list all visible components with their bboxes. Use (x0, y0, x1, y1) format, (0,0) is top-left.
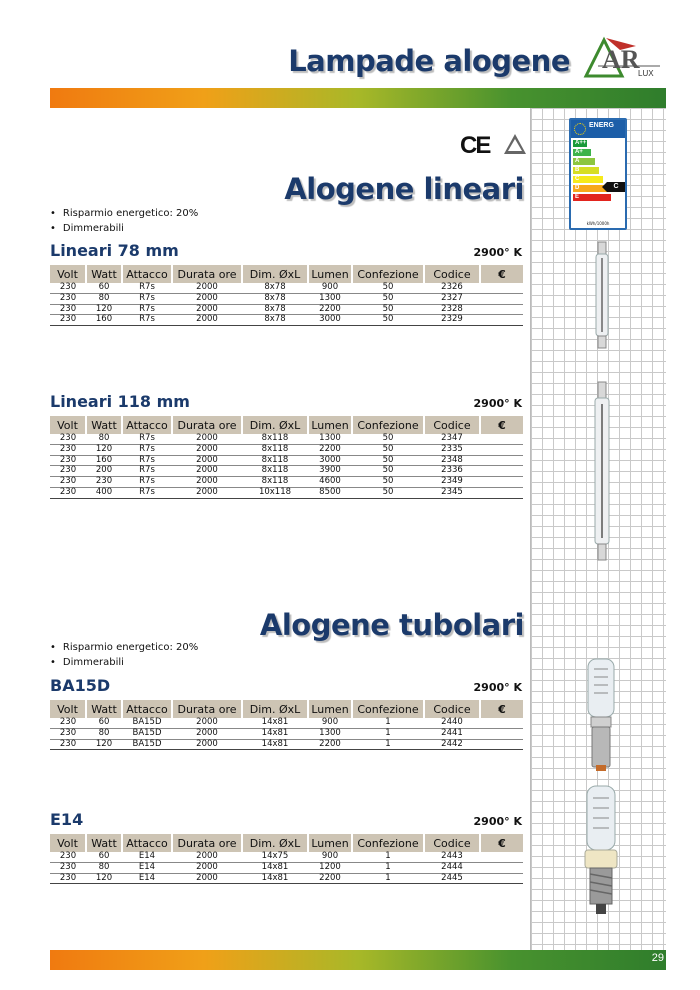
table-cell: 50 (352, 304, 424, 315)
table-cell: 2000 (172, 718, 242, 728)
table-cell: 50 (352, 487, 424, 498)
color-temperature: 2900° K (473, 397, 522, 410)
table-cell: 230 (50, 477, 86, 488)
table-cell: 120 (86, 739, 122, 750)
column-header: Dim. ØxL (242, 416, 308, 434)
table-header-row (50, 265, 523, 283)
table-cell: 230 (50, 293, 86, 304)
column-header: Codice (424, 265, 480, 283)
bullet-item: • Risparmio energetico: 20% (50, 640, 198, 655)
column-header: Volt (50, 416, 86, 434)
column-header: Watt (86, 265, 122, 283)
table-cell: 230 (86, 477, 122, 488)
table-cell: 50 (352, 315, 424, 326)
table-cell: 14x81 (242, 718, 308, 728)
table-row (50, 862, 523, 873)
column-header: € (480, 265, 523, 283)
column-header: Attacco (122, 416, 172, 434)
table-cell (480, 455, 523, 466)
section-title-lineari: Alogene lineari (284, 172, 524, 206)
table-cell: 2200 (308, 444, 352, 455)
energy-label-head (571, 120, 625, 138)
table-row (50, 718, 523, 728)
table-cell: 160 (86, 455, 122, 466)
table-cell (480, 862, 523, 873)
table-cell: 2349 (424, 477, 480, 488)
top-color-bar (50, 88, 666, 108)
table-cell: 200 (86, 466, 122, 477)
table-cell: 230 (50, 487, 86, 498)
table-cell: 8x78 (242, 283, 308, 293)
table-cell: 2443 (424, 852, 480, 862)
table-row (50, 466, 523, 477)
table-cell: 1 (352, 739, 424, 750)
table-cell (480, 315, 523, 326)
table-cell: 2000 (172, 283, 242, 293)
table-cell: 14x75 (242, 852, 308, 862)
table-cell: 3000 (308, 455, 352, 466)
table-cell: 230 (50, 739, 86, 750)
table-cell: 1300 (308, 434, 352, 444)
table-cell: 1300 (308, 293, 352, 304)
table-cell (480, 283, 523, 293)
table-cell: R7s (122, 455, 172, 466)
table-cell (480, 852, 523, 862)
column-header: Volt (50, 834, 86, 852)
table-row (50, 304, 523, 315)
table-cell: 2000 (172, 862, 242, 873)
table-row (50, 293, 523, 304)
bullet-item: • Risparmio energetico: 20% (50, 206, 198, 221)
energy-class-bar: C (573, 176, 603, 183)
table-cell: 2000 (172, 304, 242, 315)
table-cell: BA15D (122, 728, 172, 739)
table-cell: 8x118 (242, 455, 308, 466)
table-cell: 50 (352, 477, 424, 488)
column-header: Lumen (308, 416, 352, 434)
table-cell: R7s (122, 315, 172, 326)
table-row (50, 487, 523, 498)
table-cell (480, 477, 523, 488)
column-header: Attacco (122, 700, 172, 718)
table-cell: 80 (86, 434, 122, 444)
energy-class-bar: A++ (575, 140, 587, 146)
bullet-item: • Dimmerabili (50, 655, 198, 670)
table-header-row (50, 700, 523, 718)
column-header: Codice (424, 834, 480, 852)
table-cell: 10x118 (242, 487, 308, 498)
table-cell: 2440 (424, 718, 480, 728)
eu-flag-icon (574, 123, 586, 135)
table-cell: 230 (50, 283, 86, 293)
table-cell: 900 (308, 852, 352, 862)
table-cell (480, 873, 523, 884)
table-cell: 8x118 (242, 466, 308, 477)
group-title-lineari-118: Lineari 118 mm (50, 392, 190, 411)
table-row (50, 728, 523, 739)
table-cell: 2347 (424, 434, 480, 444)
table-cell: 1200 (308, 862, 352, 873)
column-header: Volt (50, 265, 86, 283)
table-cell: R7s (122, 444, 172, 455)
bottom-color-bar (50, 950, 666, 970)
table-cell (480, 304, 523, 315)
table-cell: 2000 (172, 444, 242, 455)
table-cell: 230 (50, 873, 86, 884)
column-header: Lumen (308, 265, 352, 283)
table-cell: 230 (50, 728, 86, 739)
column-header: Confezione (352, 265, 424, 283)
column-header: Dim. ØxL (242, 834, 308, 852)
table-cell: 1 (352, 852, 424, 862)
table-cell: 8500 (308, 487, 352, 498)
bullet-list-lineari (50, 206, 198, 236)
bullet-item: • Dimmerabili (50, 221, 198, 236)
table-row (50, 852, 523, 862)
table-cell: 2345 (424, 487, 480, 498)
table-cell: 2200 (308, 304, 352, 315)
energy-class-pointer: C (607, 182, 625, 192)
table-cell: 14x81 (242, 728, 308, 739)
table-cell: E14 (122, 852, 172, 862)
section-title-tubolari: Alogene tubolari (259, 608, 524, 642)
table-cell: E14 (122, 873, 172, 884)
table-cell (480, 293, 523, 304)
table-cell: 2200 (308, 739, 352, 750)
energy-class-bar: E (573, 194, 611, 201)
column-header: Attacco (122, 834, 172, 852)
table-cell: 8x118 (242, 477, 308, 488)
table-cell: R7s (122, 293, 172, 304)
table-cell: 2445 (424, 873, 480, 884)
logo-letters: AR (602, 45, 640, 74)
table-cell: 1 (352, 873, 424, 884)
table-cell: 50 (352, 283, 424, 293)
table-cell: 2329 (424, 315, 480, 326)
table-cell: 230 (50, 718, 86, 728)
table-cell: 230 (50, 444, 86, 455)
energy-class-bar: D (573, 185, 607, 192)
page-number: 29 (651, 952, 664, 964)
table-cell (480, 718, 523, 728)
table-row (50, 434, 523, 444)
e14-lamp-image (578, 782, 624, 918)
table-cell: R7s (122, 434, 172, 444)
table-cell (480, 728, 523, 739)
column-header: Confezione (352, 416, 424, 434)
table-cell: 1 (352, 718, 424, 728)
table-cell: 230 (50, 434, 86, 444)
table-row (50, 455, 523, 466)
table-cell: 900 (308, 718, 352, 728)
table-cell: 50 (352, 466, 424, 477)
table-cell (480, 487, 523, 498)
table-cell (480, 739, 523, 750)
table-cell: 4600 (308, 477, 352, 488)
table-cell (480, 466, 523, 477)
table-cell: 80 (86, 862, 122, 873)
table-cell: BA15D (122, 718, 172, 728)
column-header: Volt (50, 700, 86, 718)
table-cell: 2000 (172, 487, 242, 498)
column-header: € (480, 416, 523, 434)
table-cell: 8x78 (242, 304, 308, 315)
bullet-list-tubolari (50, 640, 198, 670)
energy-class-bar: A+ (573, 149, 591, 156)
table-cell: 2444 (424, 862, 480, 873)
table-cell: 2000 (172, 477, 242, 488)
table-cell: 50 (352, 455, 424, 466)
color-temperature: 2900° K (473, 815, 522, 828)
group-title-ba15d: BA15D (50, 676, 111, 695)
table-cell: 50 (352, 293, 424, 304)
column-header: Watt (86, 416, 122, 434)
energy-class-bar: A (573, 158, 595, 165)
table-row (50, 873, 523, 884)
arlux-logo (576, 36, 670, 80)
table-cell (480, 434, 523, 444)
table-header-row (50, 416, 523, 434)
table-cell: 14x81 (242, 873, 308, 884)
warning-triangle-icon (504, 134, 526, 154)
column-header: Lumen (308, 834, 352, 852)
table-cell: 230 (50, 466, 86, 477)
table-cell: 1 (352, 862, 424, 873)
energy-label (569, 118, 627, 230)
table-cell: 160 (86, 315, 122, 326)
table-cell: 80 (86, 293, 122, 304)
table-cell: 80 (86, 728, 122, 739)
table-header-row (50, 834, 523, 852)
table-cell: 14x81 (242, 862, 308, 873)
table-row (50, 444, 523, 455)
column-header: Durata ore (172, 265, 242, 283)
column-header: Durata ore (172, 834, 242, 852)
table-cell: 3000 (308, 315, 352, 326)
group-title-lineari-78: Lineari 78 mm (50, 241, 179, 260)
table-cell: 120 (86, 304, 122, 315)
table-cell: 14x81 (242, 739, 308, 750)
certification-marks (460, 132, 526, 162)
color-temperature: 2900° K (473, 681, 522, 694)
table-cell: 2000 (172, 852, 242, 862)
table-row (50, 283, 523, 293)
table-cell: 900 (308, 283, 352, 293)
table-cell: 2442 (424, 739, 480, 750)
table-cell: 2328 (424, 304, 480, 315)
logo-sub: LUX (638, 69, 654, 78)
column-header: Codice (424, 416, 480, 434)
table-cell: 8x118 (242, 434, 308, 444)
spec-table-ba15d (50, 700, 523, 750)
table-cell: 2000 (172, 728, 242, 739)
page-title: Lampade alogene (288, 44, 570, 78)
table-cell: 2336 (424, 466, 480, 477)
table-cell: 2000 (172, 293, 242, 304)
table-cell: 3900 (308, 466, 352, 477)
column-header: Codice (424, 700, 480, 718)
column-header: Watt (86, 834, 122, 852)
table-cell: 230 (50, 455, 86, 466)
table-cell: 2000 (172, 739, 242, 750)
table-cell (480, 444, 523, 455)
table-cell: 2348 (424, 455, 480, 466)
column-header: Durata ore (172, 700, 242, 718)
table-cell: 8x118 (242, 444, 308, 455)
table-cell: 2000 (172, 873, 242, 884)
column-header: Dim. ØxL (242, 265, 308, 283)
linear-lamp-78-image (590, 240, 614, 350)
table-cell: 400 (86, 487, 122, 498)
energy-label-title: ENERG (589, 122, 614, 129)
table-cell: 60 (86, 852, 122, 862)
energy-label-foot: kWh/1000h (586, 221, 610, 226)
column-header: Lumen (308, 700, 352, 718)
table-cell: 230 (50, 304, 86, 315)
column-header: Confezione (352, 834, 424, 852)
table-cell: 2327 (424, 293, 480, 304)
table-cell: 50 (352, 444, 424, 455)
table-cell: 2000 (172, 315, 242, 326)
column-header: € (480, 834, 523, 852)
table-row (50, 739, 523, 750)
table-cell: 120 (86, 444, 122, 455)
table-cell: 2000 (172, 455, 242, 466)
column-header: Watt (86, 700, 122, 718)
table-cell: 2000 (172, 466, 242, 477)
table-cell: 2335 (424, 444, 480, 455)
table-cell: R7s (122, 466, 172, 477)
table-cell: 2000 (172, 434, 242, 444)
table-cell: R7s (122, 283, 172, 293)
ce-mark: CE (460, 132, 490, 159)
table-cell: R7s (122, 304, 172, 315)
spec-table-lineari-78 (50, 265, 523, 326)
table-cell: 2326 (424, 283, 480, 293)
table-cell: E14 (122, 862, 172, 873)
linear-lamp-118-image (588, 380, 616, 562)
energy-class-bar: B (573, 167, 599, 174)
table-cell: R7s (122, 477, 172, 488)
spec-table-e14 (50, 834, 523, 884)
column-header: Attacco (122, 265, 172, 283)
table-cell: 1300 (308, 728, 352, 739)
table-row (50, 315, 523, 326)
column-header: Durata ore (172, 416, 242, 434)
table-cell: 60 (86, 718, 122, 728)
table-cell: R7s (122, 487, 172, 498)
column-header: Dim. ØxL (242, 700, 308, 718)
ba15d-lamp-image (580, 655, 622, 773)
table-cell: 230 (50, 315, 86, 326)
table-row (50, 477, 523, 488)
table-cell: 120 (86, 873, 122, 884)
column-header: Confezione (352, 700, 424, 718)
table-cell: 230 (50, 862, 86, 873)
table-cell: 50 (352, 434, 424, 444)
table-cell: 2200 (308, 873, 352, 884)
table-cell: 2441 (424, 728, 480, 739)
table-cell: BA15D (122, 739, 172, 750)
color-temperature: 2900° K (473, 246, 522, 259)
spec-table-lineari-118 (50, 416, 523, 499)
column-header: € (480, 700, 523, 718)
table-cell: 230 (50, 852, 86, 862)
table-cell: 1 (352, 728, 424, 739)
table-cell: 60 (86, 283, 122, 293)
table-cell: 8x78 (242, 315, 308, 326)
group-title-e14: E14 (50, 810, 84, 829)
table-cell: 8x78 (242, 293, 308, 304)
